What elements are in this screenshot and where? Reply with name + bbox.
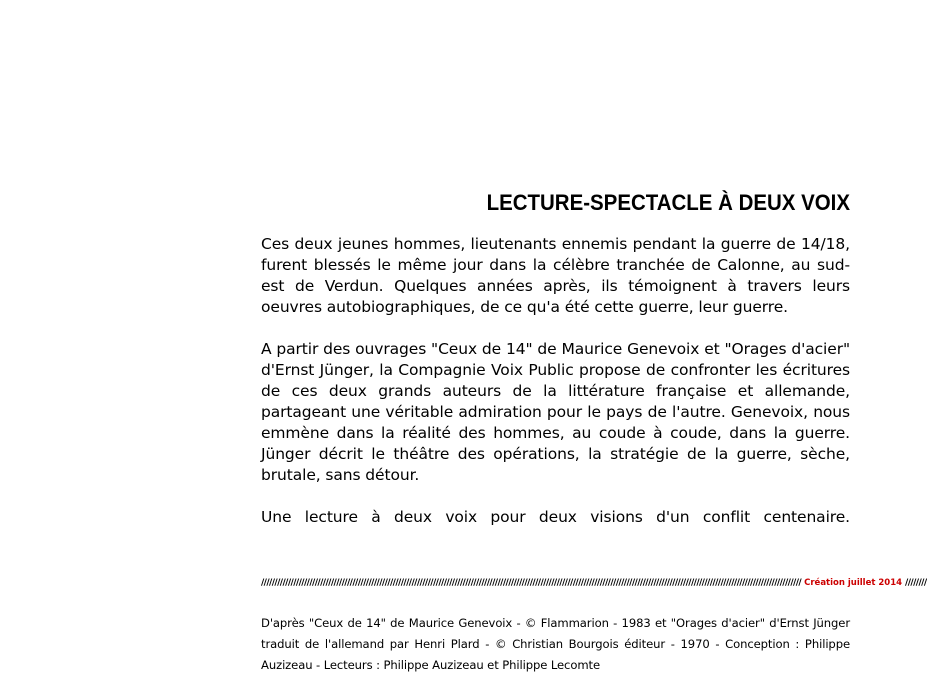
paragraph-intro: Ces deux jeunes hommes, lieutenants ennemis pendant la guerre de 14/18, furent blessés le même jour dans la célèbre tranchée de Calonne, au sud-est de Verdun. Quelques années après, ils témoignent à travers leurs oeuvres autobiographiques, de ce qu'a été cette guerre, leur guerre. — [261, 235, 850, 316]
divider-line — [261, 576, 927, 590]
paragraph-summary: Une lecture à deux voix pour deux visions d'un conflit centenaire. — [261, 508, 850, 526]
paragraph-description: A partir des ouvrages "Ceux de 14" de Maurice Genevoix et "Orages d'acier" d'Ernst Jünger, la Compagnie Voix Public propose de confronter les écritures de ces deux grands auteurs de la littérature française et allemande, partageant une véritable admiration pour le pays de l'autre. Genevoix, nous emmène dans la réalité des hommes, au coude à coude, dans la guerre. Jünger décrit le théâtre des opérations, la stratégie de la guerre, sèche, brutale, sans détour. — [261, 340, 850, 484]
divider-slashes-left: ///////////////////////////////////////////////////////////////////////////////////////////////////////////////////////////////////////////////////////////////////////////////////////////////////////// — [261, 578, 802, 588]
creation-date-label: Création juillet 2014 — [804, 578, 903, 588]
divider-slashes-right: //////// — [905, 578, 927, 588]
page-title: LECTURE-SPECTACLE À DEUX VOIX — [486, 190, 850, 215]
credits-text: D'après "Ceux de 14" de Maurice Genevoix - © Flammarion - 1983 et "Orages d'acier" d'Ernst Jünger traduit de l'allemand par Henri Plard - © Christian Bourgois éditeur - 1970 - Conception : Philippe Auzizeau - Lecteurs : Philippe Auzizeau et Philippe Lecomte — [261, 616, 850, 672]
main-content — [261, 188, 850, 528]
